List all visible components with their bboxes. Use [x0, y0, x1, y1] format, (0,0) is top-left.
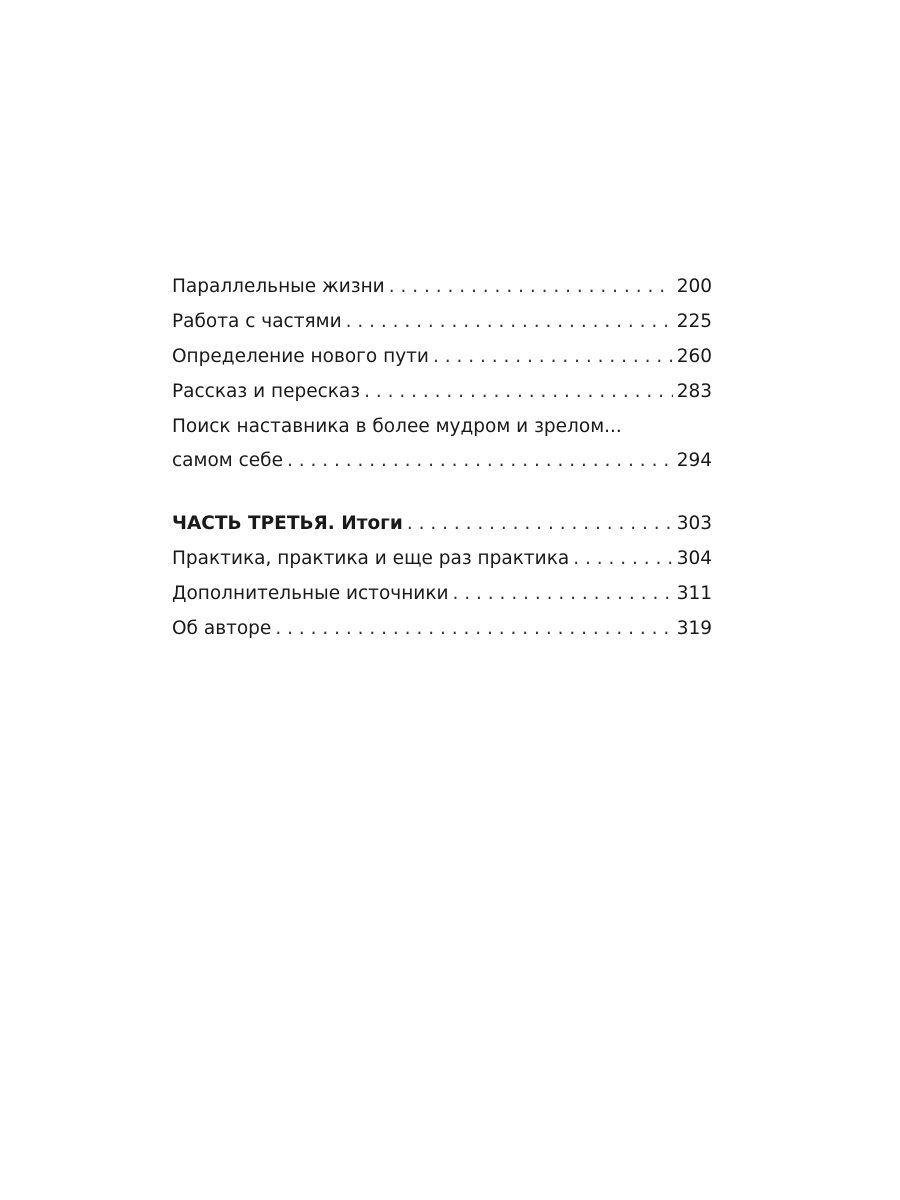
toc-entry-page: 260: [676, 346, 712, 367]
dot-leader: [433, 340, 673, 374]
toc-entry-page: 294: [676, 450, 712, 471]
toc-entry[interactable]: [172, 542, 712, 577]
toc-entry[interactable]: [172, 577, 712, 612]
table-of-contents: [172, 270, 712, 647]
dot-leader: [275, 612, 672, 646]
toc-entry-title: Рассказ и пересказ: [172, 381, 361, 402]
toc-entry-page: 283: [676, 381, 712, 402]
part-label: ЧАСТЬ ТРЕТЬЯ.: [172, 513, 335, 534]
toc-entry-page: 304: [676, 548, 712, 569]
toc-part-title: [172, 507, 403, 541]
toc-entry-page: 303: [676, 513, 712, 534]
toc-entry[interactable]: [172, 270, 712, 305]
dot-leader: [453, 577, 673, 611]
toc-entry-title: Работа с частями: [172, 311, 342, 332]
dot-leader: [573, 542, 672, 576]
dot-leader: [346, 305, 673, 339]
toc-entry-title: Параллельные жизни: [172, 276, 385, 297]
toc-entry[interactable]: [172, 612, 712, 647]
toc-entry-title: Определение нового пути: [172, 346, 429, 367]
toc-entry-page: 200: [676, 276, 712, 297]
toc-entry[interactable]: [172, 340, 712, 375]
toc-entry-page: 225: [676, 311, 712, 332]
toc-entry-title: Дополнительные источники: [172, 583, 449, 604]
toc-entry-page: 311: [676, 583, 712, 604]
dot-leader: [364, 375, 673, 409]
toc-entry-title: Об авторе: [172, 618, 272, 639]
dot-leader: [389, 270, 673, 304]
part-name: Итоги: [334, 513, 403, 534]
toc-entry[interactable]: [172, 375, 712, 410]
toc-entry[interactable]: [172, 410, 712, 478]
toc-part-heading[interactable]: [172, 507, 712, 542]
toc-entry-title-line2: самом себе: [172, 450, 283, 471]
toc-entry-title: Практика, практика и еще раз практика: [172, 548, 570, 569]
toc-entry-page: 319: [676, 618, 712, 639]
toc-entry[interactable]: [172, 305, 712, 340]
dot-leader: [287, 444, 673, 478]
toc-entry-title-line1: Поиск наставника в более мудром и зрелом...: [172, 416, 622, 437]
dot-leader: [407, 507, 673, 541]
